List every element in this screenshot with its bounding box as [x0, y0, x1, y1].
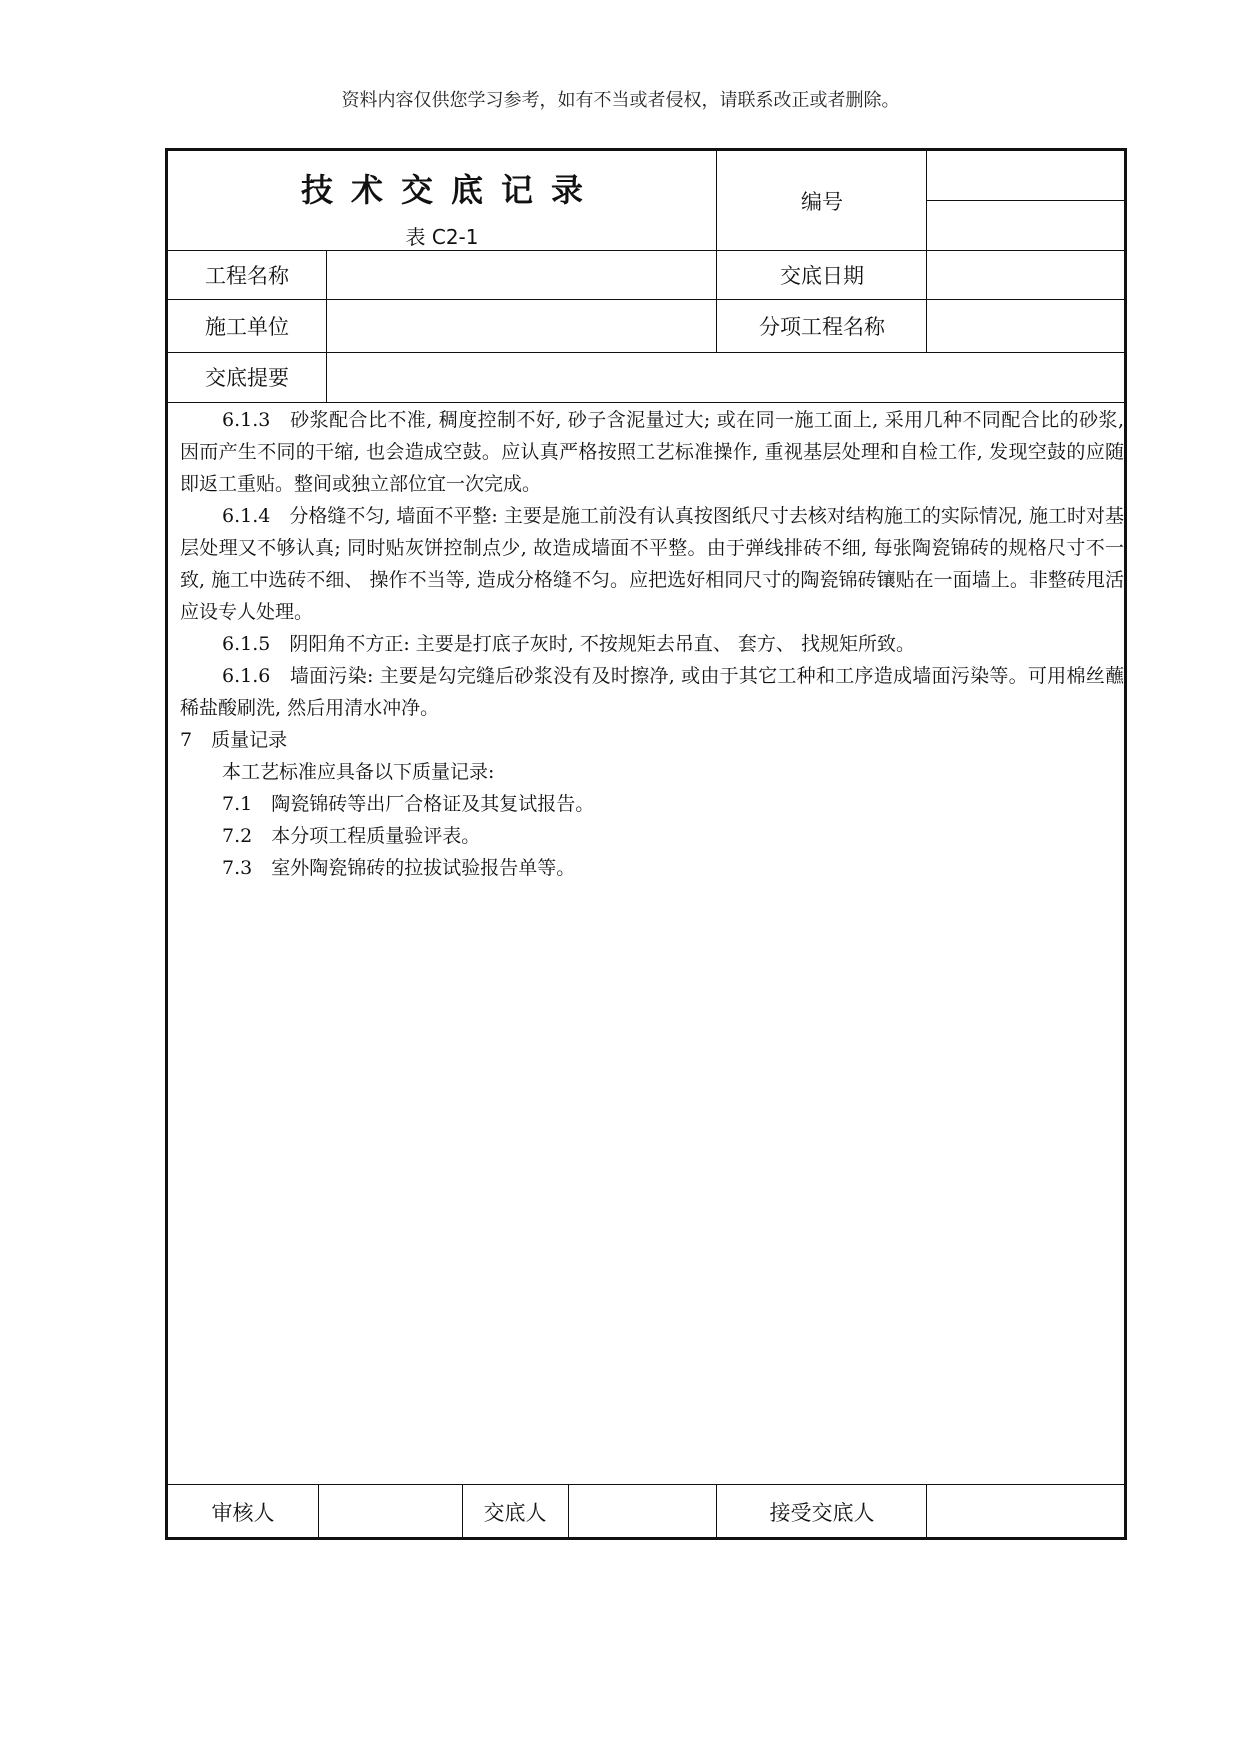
construction-unit-label: 施工单位 — [205, 314, 289, 339]
technical-disclosure-form — [165, 148, 1127, 1540]
number-value-1[interactable] — [928, 151, 1127, 199]
grid-line — [168, 402, 1127, 403]
summary-value[interactable] — [326, 352, 1127, 402]
item-7-3: 7.3 室外陶瓷锦砖的拉拔试验报告单等。 — [222, 857, 576, 879]
presenter-value[interactable] — [568, 1484, 718, 1540]
copyright-notice: 资料内容仅供您学习参考，如有不当或者侵权，请联系改正或者删除。 — [341, 90, 900, 111]
date-label: 交底日期 — [780, 263, 864, 288]
grid-line — [716, 1484, 717, 1540]
item-7-2: 7.2 本分项工程质量验评表。 — [222, 825, 481, 847]
grid-line — [926, 151, 927, 353]
form-subtitle: 表 C2-1 — [405, 225, 479, 249]
grid-line — [716, 151, 717, 353]
disclosure-content — [180, 404, 1124, 884]
sub-project-value[interactable] — [928, 299, 1127, 352]
sub-project-label: 分项工程名称 — [759, 314, 885, 339]
grid-line — [926, 1484, 927, 1540]
grid-line — [168, 1484, 1127, 1485]
reviewer-value[interactable] — [318, 1484, 462, 1540]
paragraph-6-1-5: 6.1.5 阴阳角不方正: 主要是打底子灰时, 不按规矩去吊直、 套方、 找规矩所致。 — [222, 633, 915, 655]
paragraph-6-1-6: 6.1.6 墙面污染: 主要是勾完缝后砂浆没有及时擦净, 或由于其它工种和工序造成墙面污染等。可用棉丝蘸稀盐酸刷洗, 然后用清水冲净。 — [180, 665, 1124, 719]
project-name-value[interactable] — [326, 250, 718, 299]
section-7-heading: 7 质量记录 — [180, 729, 288, 751]
reviewer-label: 审核人 — [211, 1501, 275, 1525]
paragraph-6-1-3: 6.1.3 砂浆配合比不准, 稠度控制不好, 砂子含泥量过大; 或在同一施工面上, 采用几种不同配合比的砂浆, 因而产生不同的干缩, 也会造成空鼓。应认真严格按照工艺标准操作, 重视基层处理和自检工作, 发现空鼓的应随即返工重贴。整间或独立部位宜一次完成。 — [180, 409, 1124, 495]
number-value-2[interactable] — [928, 201, 1127, 250]
date-value[interactable] — [928, 250, 1127, 299]
grid-line — [168, 250, 1127, 251]
grid-line — [462, 1484, 463, 1540]
construction-unit-value[interactable] — [326, 299, 718, 352]
grid-line — [926, 200, 1127, 201]
form-title: 技术交底记录 — [300, 171, 601, 209]
project-name-label: 工程名称 — [205, 263, 289, 288]
item-7-1: 7.1 陶瓷锦砖等出厂合格证及其复试报告。 — [222, 793, 595, 815]
presenter-label: 交底人 — [483, 1501, 547, 1525]
receiver-value[interactable] — [928, 1484, 1127, 1540]
grid-line — [168, 299, 1127, 300]
summary-label: 交底提要 — [205, 366, 289, 390]
section-7-intro: 本工艺标准应具备以下质量记录: — [222, 761, 495, 783]
receiver-label: 接受交底人 — [769, 1501, 875, 1525]
number-label: 编号 — [801, 189, 843, 214]
grid-line — [568, 1484, 569, 1540]
grid-line — [326, 250, 327, 403]
grid-line — [168, 352, 1127, 353]
grid-line — [318, 1484, 319, 1540]
paragraph-6-1-4: 6.1.4 分格缝不匀, 墙面不平整: 主要是施工前没有认真按图纸尺寸去核对结构施工的实际情况, 施工时对基层处理又不够认真; 同时贴灰饼控制点少, 故造成墙面不平整。由于弹线排砖不细, 每张陶瓷锦砖的规格尺寸不一致, 施工中选砖不细、 操作不当等, 造成分格缝不匀。应把选好相同尺寸的陶瓷锦砖镶贴在一面墙上。非整砖甩活应设专人处理。 — [180, 505, 1124, 623]
